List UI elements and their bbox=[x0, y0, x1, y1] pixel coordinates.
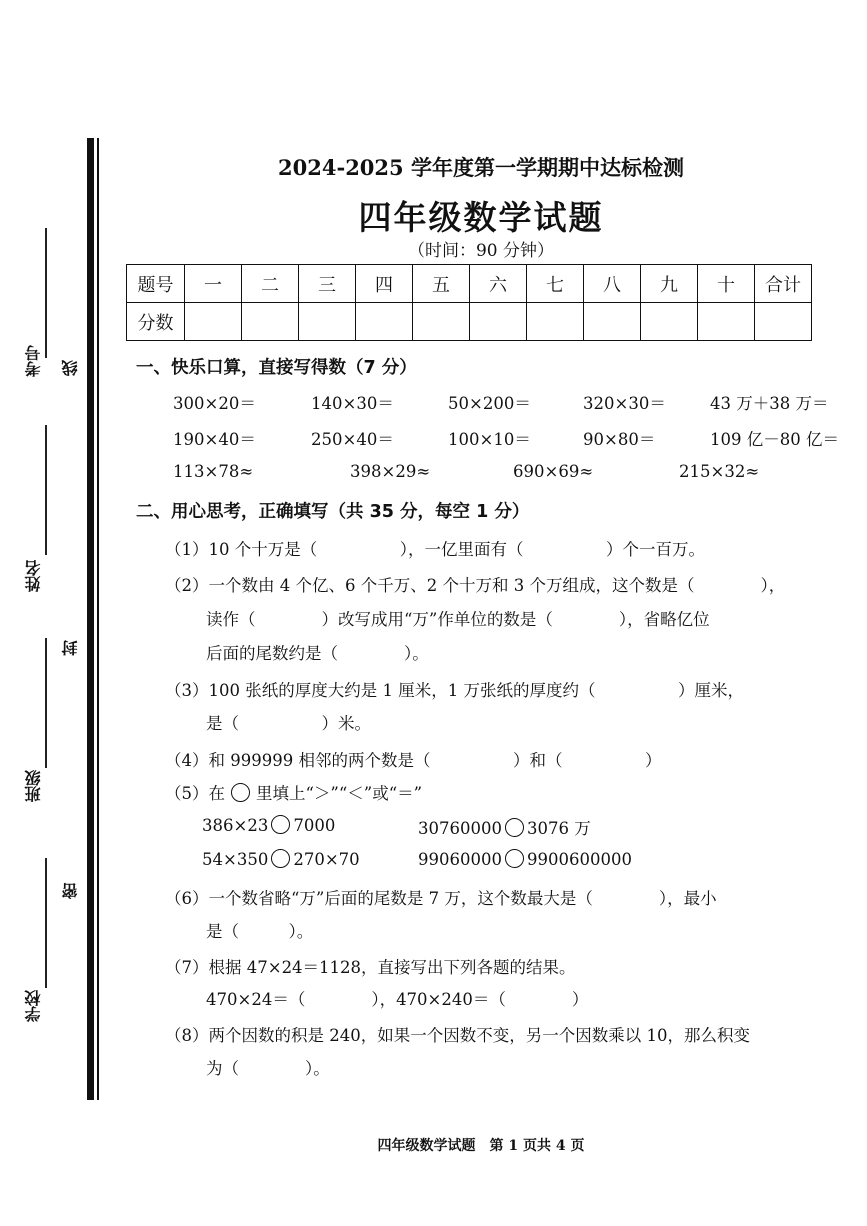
score-header-cell: 二 bbox=[242, 265, 299, 303]
score-cell[interactable] bbox=[299, 303, 356, 341]
compare-left: 386×23 bbox=[202, 816, 269, 835]
question-8-line2: 为（ ）。 bbox=[206, 1059, 330, 1078]
score-row-label: 分数 bbox=[127, 303, 185, 341]
page-footer: 四年级数学试题 第 1 页共 4 页 bbox=[377, 1138, 585, 1154]
score-header-cell: 三 bbox=[299, 265, 356, 303]
score-table-score-row bbox=[127, 303, 812, 341]
calc-item: 300×20＝ bbox=[173, 394, 256, 413]
score-cell[interactable] bbox=[641, 303, 698, 341]
exam-title-line2: 四年级数学试题 bbox=[358, 198, 604, 237]
binding-rule-thick bbox=[87, 138, 94, 1100]
question-5-instruction bbox=[165, 780, 422, 804]
question-3-line1: （3）100 张纸的厚度大约是 1 厘米，1 万张纸的厚度约（ ）厘米， bbox=[165, 681, 744, 700]
binding-label-xingming: 姓名 bbox=[24, 560, 43, 592]
score-header-cell: 五 bbox=[413, 265, 470, 303]
calc-item: 113×78≈ bbox=[173, 462, 254, 481]
binding-line-xingming bbox=[45, 425, 47, 555]
binding-label-banji: 班级 bbox=[24, 770, 43, 802]
compare-right: 270×70 bbox=[293, 850, 360, 869]
question-8-line1: （8）两个因数的积是 240，如果一个因数不变，另一个因数乘以 10，那么积变 bbox=[165, 1026, 750, 1045]
score-cell[interactable] bbox=[413, 303, 470, 341]
score-header-cell: 六 bbox=[470, 265, 527, 303]
compare-item bbox=[418, 849, 632, 869]
question-5-prefix: （5）在 bbox=[165, 784, 225, 803]
compare-item bbox=[418, 815, 591, 839]
binding-label-feng: 封 bbox=[61, 640, 80, 656]
calc-item: 90×80＝ bbox=[583, 430, 656, 449]
question-3-line2: 是（ ）米。 bbox=[206, 714, 371, 733]
calc-item: 50×200＝ bbox=[448, 394, 531, 413]
binding-label-xian: 线 bbox=[61, 360, 80, 376]
section2-title: 二、用心思考，正确填写（共 35 分，每空 1 分） bbox=[136, 502, 530, 522]
compare-item bbox=[202, 815, 335, 835]
compare-circle[interactable] bbox=[271, 849, 290, 868]
calc-item: 100×10＝ bbox=[448, 430, 531, 449]
compare-circle[interactable] bbox=[505, 849, 524, 868]
score-cell[interactable] bbox=[584, 303, 641, 341]
question-4: （4）和 999999 相邻的两个数是（ ）和（ ） bbox=[165, 751, 662, 770]
score-table bbox=[126, 264, 812, 341]
binding-label-kaohao: 考号 bbox=[24, 345, 43, 377]
calc-item: 250×40＝ bbox=[311, 430, 394, 449]
compare-left: 30760000 bbox=[418, 819, 502, 838]
score-header-cell: 合计 bbox=[755, 265, 812, 303]
calc-item: 215×32≈ bbox=[679, 462, 760, 481]
compare-circle[interactable] bbox=[505, 818, 524, 837]
score-header-cell: 题号 bbox=[127, 265, 185, 303]
score-cell[interactable] bbox=[698, 303, 755, 341]
calc-item: 140×30＝ bbox=[311, 394, 394, 413]
question-6-line2: 是（ ）。 bbox=[206, 922, 314, 941]
question-2-line1: （2）一个数由 4 个亿、6 个千万、2 个十万和 3 个万组成，这个数是（ ）， bbox=[165, 576, 786, 595]
question-7-line2: 470×24＝（ ），470×240＝（ ） bbox=[206, 990, 589, 1009]
circle-icon bbox=[231, 783, 250, 802]
compare-right: 7000 bbox=[293, 816, 336, 835]
score-cell[interactable] bbox=[185, 303, 242, 341]
question-1: （1）10 个十万是（ ），一亿里面有（ ）个一百万。 bbox=[165, 540, 705, 559]
score-header-cell: 八 bbox=[584, 265, 641, 303]
calc-item: 43 万＋38 万＝ bbox=[710, 394, 829, 413]
binding-label-mi: 密 bbox=[61, 883, 80, 899]
score-cell[interactable] bbox=[356, 303, 413, 341]
score-header-cell: 九 bbox=[641, 265, 698, 303]
score-header-cell: 一 bbox=[185, 265, 242, 303]
score-table-header-row bbox=[127, 265, 812, 303]
compare-circle[interactable] bbox=[271, 815, 290, 834]
binding-rule-thin bbox=[97, 138, 99, 1100]
compare-right: 9900600000 bbox=[526, 850, 632, 869]
binding-label-xuexiao: 学校 bbox=[24, 990, 43, 1022]
question-7-line1: （7）根据 47×24＝1128，直接写出下列各题的结果。 bbox=[165, 958, 576, 977]
score-header-cell: 十 bbox=[698, 265, 755, 303]
score-cell[interactable] bbox=[242, 303, 299, 341]
compare-left: 54×350 bbox=[202, 850, 269, 869]
score-cell[interactable] bbox=[470, 303, 527, 341]
calc-item: 109 亿－80 亿＝ bbox=[710, 430, 839, 449]
calc-item: 190×40＝ bbox=[173, 430, 256, 449]
score-header-cell: 七 bbox=[527, 265, 584, 303]
question-5-suffix: 里填上“＞”“＜”或“＝” bbox=[256, 784, 423, 803]
question-2-line3: 后面的尾数约是（ ）。 bbox=[206, 644, 429, 663]
compare-left: 99060000 bbox=[418, 850, 502, 869]
exam-title-line1: 2024-2025 学年度第一学期期中达标检测 bbox=[278, 155, 684, 180]
compare-item bbox=[202, 849, 360, 869]
question-6-line1: （6）一个数省略“万”后面的尾数是 7 万，这个数最大是（ ），最小 bbox=[165, 889, 717, 908]
section1-title: 一、快乐口算，直接写得数（7 分） bbox=[136, 358, 417, 378]
calc-item: 320×30＝ bbox=[583, 394, 666, 413]
binding-line-xuexiao bbox=[45, 858, 47, 988]
calc-item: 690×69≈ bbox=[513, 462, 594, 481]
binding-line-banji bbox=[45, 638, 47, 768]
exam-time: （时间：90 分钟） bbox=[407, 241, 555, 261]
score-cell[interactable] bbox=[755, 303, 812, 341]
calc-item: 398×29≈ bbox=[350, 462, 431, 481]
compare-right: 3076 万 bbox=[526, 819, 591, 838]
question-2-line2: 读作（ ）改写成用“万”作单位的数是（ ），省略亿位 bbox=[206, 610, 710, 629]
score-cell[interactable] bbox=[527, 303, 584, 341]
score-header-cell: 四 bbox=[356, 265, 413, 303]
